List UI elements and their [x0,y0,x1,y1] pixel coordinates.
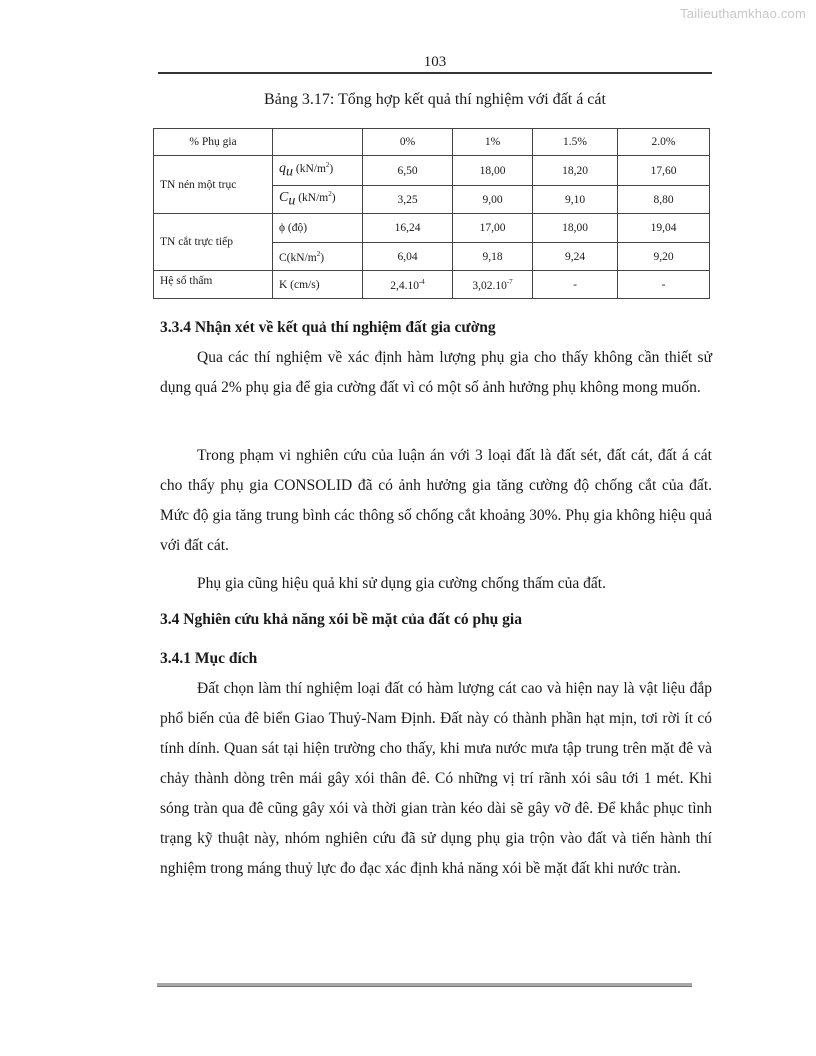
param-cell: $q_u$ $(kN/m^2)$ [273,156,363,186]
value-cell: 6,04 [363,243,453,271]
header-cell: % Phụ gia [154,129,273,156]
header-cell: 0% [363,129,453,156]
footer-rule [157,983,692,987]
header-cell [273,129,363,156]
value-cell: - [533,271,618,299]
results-table [153,128,710,299]
watermark: Tailieuthamkhao.com [680,6,806,21]
header-rule [158,72,712,74]
value-cell: 18,00 [533,214,618,243]
header-cell: 1.5% [533,129,618,156]
section-3-3-4 [160,313,712,403]
table-caption: Bảng 3.17: Tổng hợp kết quả thí nghiệm với đất á cát [264,91,606,108]
value-cell: 9,10 [533,186,618,214]
value-cell: 8,80 [618,186,710,214]
value-cell: 18,00 [453,156,533,186]
section-heading: 3.4.1 Mục đích [160,650,258,667]
section-3-4 [160,605,712,635]
table-row [154,271,710,299]
param-cell: K (cm/s) [273,271,363,299]
paragraph-block [160,441,712,561]
value-cell: $3,02.10^{-7}$ [453,271,533,299]
section-heading: 3.4 Nghiên cứu khả năng xói bề mặt của đất có phụ gia [160,611,522,628]
value-cell: 19,04 [618,214,710,243]
section-heading: 3.3.4 Nhận xét về kết quả thí nghiệm đất gia cường [160,319,496,336]
paragraph-block [160,569,712,599]
value-cell: 9,00 [453,186,533,214]
section-3-4-1 [160,644,712,884]
value-cell: 6,50 [363,156,453,186]
paragraph: Đất chọn làm thí nghiệm loại đất có hàm lượng cát cao và hiện nay là vật liệu đắp phổ biến của đê biển Giao Thuỷ-Nam Định. Đất này có thành phần hạt mịn, tơi rời ít có tính dính. Quan sát tại hiện trường cho thấy, khi mưa nước mưa tập trung trên mặt đê và chảy thành dòng trên mái gây xói thân đê. Có những vị trí rãnh xói sâu tới 1 mét. Khi sóng tràn qua đê cũng gây xói và thời gian tràn kéo dài sẽ gây vỡ đê. Để khắc phục tình trạng kỹ thuật này, nhóm nghiên cứu đã sử dụng phụ gia trộn vào đất và tiến hành thí nghiệm trong máng thuỷ lực đo đạc xác định khả năng xói bề mặt đất khi nước tràn. [160,680,712,877]
param-cell: ϕ (độ) [273,214,363,243]
value-cell: 16,24 [363,214,453,243]
paragraph: Trong phạm vi nghiên cứu của luận án với 3 loại đất là đất sét, đất cát, đất á cát cho thấy phụ gia CONSOLID đã có ảnh hưởng gia tăng cường độ chống cắt của đất. Mức độ gia tăng trung bình các thông số chống cắt khoảng 30%. Phụ gia không hiệu quả với đất cát. [160,447,712,554]
value-cell: 9,24 [533,243,618,271]
table-header-row [154,129,710,156]
header-cell: 2.0% [618,129,710,156]
param-cell: $C(kN/m^2)$ [273,243,363,271]
header-cell: 1% [453,129,533,156]
group-label: Hệ số thấm [154,271,273,299]
value-cell: $2,4.10^{-4}$ [363,271,453,299]
value-cell: 9,18 [453,243,533,271]
value-cell: 18,20 [533,156,618,186]
paragraph: Phụ gia cũng hiệu quả khi sử dụng gia cường chống thấm của đất. [197,575,606,592]
value-cell: - [618,271,710,299]
group-label: TN cắt trực tiếp [154,214,273,271]
value-cell: 17,00 [453,214,533,243]
table-row [154,156,710,186]
value-cell: 17,60 [618,156,710,186]
param-cell: $C_u$ $(kN/m^2)$ [273,186,363,214]
group-label: TN nén một trục [154,156,273,214]
paragraph: Qua các thí nghiệm về xác định hàm lượng phụ gia cho thấy không cần thiết sử dụng quá 2% phụ gia để gia cường đất vì có một số ảnh hưởng phụ không mong muốn. [160,349,712,396]
page-number: 103 [423,54,447,70]
table-row [154,214,710,243]
value-cell: 9,20 [618,243,710,271]
value-cell: 3,25 [363,186,453,214]
